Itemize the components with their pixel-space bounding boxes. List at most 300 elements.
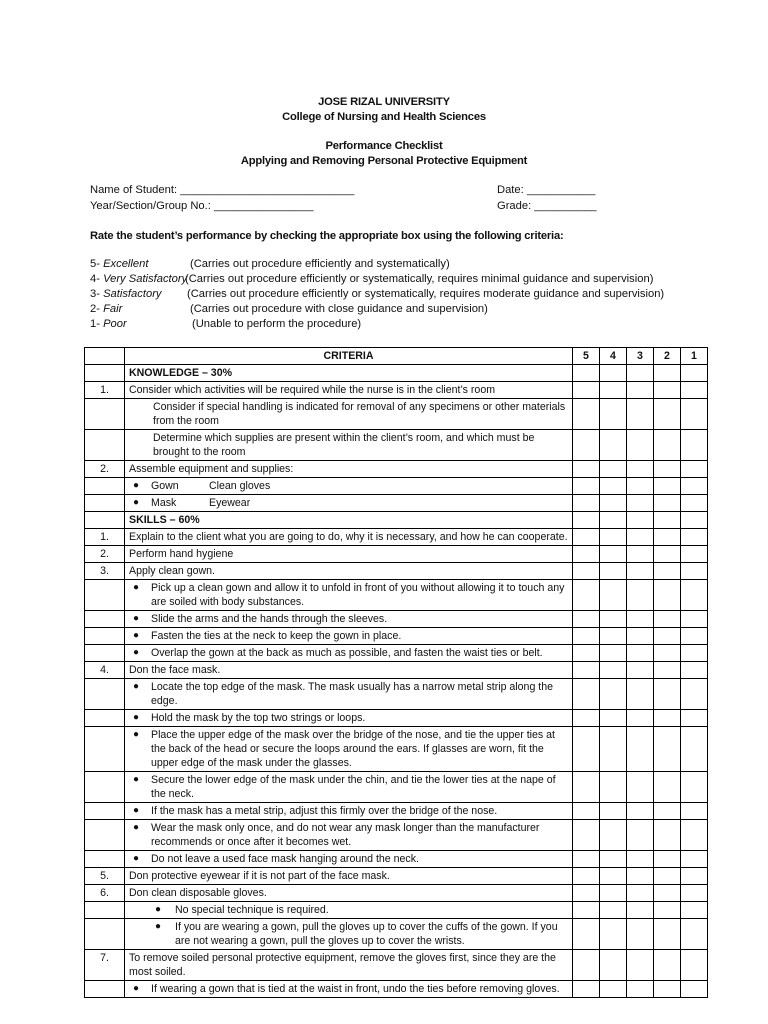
score-checkbox-3[interactable] <box>627 919 654 950</box>
score-checkbox-1[interactable] <box>681 580 708 611</box>
score-checkbox-2[interactable] <box>654 662 681 679</box>
step-number: 3. <box>85 563 125 580</box>
score-checkbox-5[interactable] <box>573 981 600 998</box>
score-checkbox-1[interactable] <box>681 679 708 710</box>
score-checkbox-1[interactable] <box>681 662 708 679</box>
equipment-item: Clean gloves <box>209 480 271 492</box>
score-checkbox-4[interactable] <box>600 679 627 710</box>
score-checkbox-3[interactable] <box>627 546 654 563</box>
score-checkbox-4[interactable] <box>600 772 627 803</box>
bullet-icon: ● <box>133 582 140 593</box>
score-4-header: 4 <box>600 348 627 365</box>
checklist-row <box>85 820 708 851</box>
score-checkbox-3[interactable] <box>627 772 654 803</box>
score-checkbox-3[interactable] <box>627 851 654 868</box>
score-checkbox-1[interactable] <box>681 919 708 950</box>
score-checkbox-5[interactable] <box>573 512 600 529</box>
score-checkbox-4[interactable] <box>600 981 627 998</box>
equipment-item: Eyewear <box>209 497 251 509</box>
score-checkbox-4[interactable] <box>600 512 627 529</box>
checklist-row <box>85 430 708 461</box>
criteria-text <box>125 512 573 529</box>
score-checkbox-1[interactable] <box>681 365 708 382</box>
checklist-row <box>85 563 708 580</box>
checklist-row <box>85 495 708 512</box>
step-number <box>85 727 125 772</box>
score-checkbox-3[interactable] <box>627 495 654 512</box>
criteria-text <box>125 902 573 919</box>
score-checkbox-5[interactable] <box>573 563 600 580</box>
checklist-row <box>85 611 708 628</box>
checklist-row <box>85 461 708 478</box>
score-checkbox-5[interactable] <box>573 478 600 495</box>
criteria-level-number: 3- <box>90 288 100 300</box>
score-checkbox-4[interactable] <box>600 820 627 851</box>
step-number: 1. <box>85 529 125 546</box>
score-3-header: 3 <box>627 348 654 365</box>
score-checkbox-3[interactable] <box>627 950 654 981</box>
score-checkbox-4[interactable] <box>600 628 627 645</box>
bullet-icon: ● <box>133 497 140 508</box>
document-type: Performance Checklist <box>325 140 443 152</box>
step-number <box>85 803 125 820</box>
year-section-field: Year/Section/Group No.: ________________ <box>90 200 314 212</box>
score-5-header: 5 <box>573 348 600 365</box>
criteria-level-number: 1- <box>90 318 100 330</box>
score-checkbox-4[interactable] <box>600 902 627 919</box>
score-checkbox-1[interactable] <box>681 461 708 478</box>
criteria-text <box>125 546 573 563</box>
checklist-row <box>85 399 708 430</box>
step-number: 1. <box>85 382 125 399</box>
score-checkbox-1[interactable] <box>681 512 708 529</box>
criteria-text <box>125 611 573 628</box>
score-checkbox-3[interactable] <box>627 645 654 662</box>
section-header-row <box>85 512 708 529</box>
step-number <box>85 902 125 919</box>
score-checkbox-1[interactable] <box>681 399 708 430</box>
criteria-level <box>90 273 187 285</box>
score-checkbox-5[interactable] <box>573 546 600 563</box>
criteria-description: Determine which supplies are present within the client’s room, and which must be brought to the room <box>153 432 535 458</box>
score-checkbox-5[interactable] <box>573 710 600 727</box>
score-checkbox-4[interactable] <box>600 529 627 546</box>
criteria-legend-item <box>90 318 362 330</box>
score-checkbox-3[interactable] <box>627 611 654 628</box>
bullet-icon: ● <box>133 630 140 641</box>
checklist-row <box>85 382 708 399</box>
score-checkbox-2[interactable] <box>654 851 681 868</box>
score-checkbox-2[interactable] <box>654 919 681 950</box>
score-checkbox-2[interactable] <box>654 399 681 430</box>
score-checkbox-2[interactable] <box>654 563 681 580</box>
step-number <box>85 580 125 611</box>
bullet-icon: ● <box>133 647 140 658</box>
score-checkbox-3[interactable] <box>627 382 654 399</box>
criteria-legend-item <box>90 273 654 285</box>
score-checkbox-5[interactable] <box>573 902 600 919</box>
step-number <box>85 478 125 495</box>
checklist-row <box>85 885 708 902</box>
score-checkbox-2[interactable] <box>654 512 681 529</box>
criteria-description: Wear the mask only once, and do not wear any mask longer than the manufacturer recommends or once after it becomes wet. <box>151 822 540 848</box>
criteria-level-description: (Carries out procedure efficiently and systematically) <box>190 258 450 270</box>
criteria-description: Perform hand hygiene <box>129 548 234 560</box>
score-checkbox-5[interactable] <box>573 645 600 662</box>
score-checkbox-1[interactable] <box>681 628 708 645</box>
criteria-description: Explain to the client what you are going to do, why it is necessary, and how he can cooperate. <box>129 531 568 543</box>
score-checkbox-4[interactable] <box>600 495 627 512</box>
equipment-item: Gown <box>151 480 179 492</box>
college-name: College of Nursing and Health Sciences <box>282 111 486 123</box>
criteria-text <box>125 851 573 868</box>
checklist-row <box>85 803 708 820</box>
checklist-row <box>85 662 708 679</box>
checklist-row <box>85 628 708 645</box>
score-checkbox-5[interactable] <box>573 727 600 772</box>
step-number <box>85 919 125 950</box>
score-checkbox-4[interactable] <box>600 430 627 461</box>
score-checkbox-1[interactable] <box>681 710 708 727</box>
step-number: 2. <box>85 546 125 563</box>
criteria-text <box>125 803 573 820</box>
score-checkbox-5[interactable] <box>573 495 600 512</box>
criteria-text <box>125 772 573 803</box>
criteria-text <box>125 580 573 611</box>
score-checkbox-2[interactable] <box>654 710 681 727</box>
score-checkbox-2[interactable] <box>654 611 681 628</box>
score-checkbox-5[interactable] <box>573 679 600 710</box>
criteria-text <box>125 478 573 495</box>
score-checkbox-4[interactable] <box>600 645 627 662</box>
step-number <box>85 365 125 382</box>
criteria-level <box>90 303 122 315</box>
score-checkbox-1[interactable] <box>681 563 708 580</box>
criteria-description: Consider which activities will be required while the nurse is in the client’s room <box>129 384 496 396</box>
checklist-row <box>85 727 708 772</box>
score-checkbox-1[interactable] <box>681 382 708 399</box>
criteria-level-description: (Unable to perform the procedure) <box>192 318 362 330</box>
checklist-row <box>85 919 708 950</box>
score-checkbox-3[interactable] <box>627 399 654 430</box>
score-checkbox-4[interactable] <box>600 611 627 628</box>
bullet-icon: ● <box>133 613 140 624</box>
bullet-icon: ● <box>133 822 140 833</box>
score-checkbox-4[interactable] <box>600 919 627 950</box>
score-checkbox-3[interactable] <box>627 529 654 546</box>
table-header-row <box>85 348 708 365</box>
criteria-text <box>125 645 573 662</box>
criteria-description: Secure the lower edge of the mask under the chin, and tie the lower ties at the nape of the neck. <box>151 774 556 800</box>
score-checkbox-2[interactable] <box>654 365 681 382</box>
criteria-description: Assemble equipment and supplies: <box>129 463 294 475</box>
score-checkbox-3[interactable] <box>627 679 654 710</box>
criteria-level-description: (Carries out procedure efficiently or systematically, requires moderate guidance and supervision) <box>187 288 665 300</box>
score-checkbox-4[interactable] <box>600 478 627 495</box>
criteria-description: Fasten the ties at the neck to keep the gown in place. <box>151 630 402 642</box>
score-checkbox-2[interactable] <box>654 820 681 851</box>
score-checkbox-2[interactable] <box>654 546 681 563</box>
score-checkbox-1[interactable] <box>681 950 708 981</box>
score-checkbox-5[interactable] <box>573 611 600 628</box>
criteria-level-description: (Carries out procedure efficiently or systematically, requires minimal guidance and supervision) <box>185 273 654 285</box>
score-checkbox-3[interactable] <box>627 478 654 495</box>
checklist-row <box>85 679 708 710</box>
score-checkbox-1[interactable] <box>681 902 708 919</box>
criteria-text <box>125 868 573 885</box>
equipment-item: Mask <box>151 497 177 509</box>
criteria-description: No special technique is required. <box>175 904 329 916</box>
checklist-row <box>85 950 708 981</box>
score-checkbox-4[interactable] <box>600 803 627 820</box>
procedure-title: Applying and Removing Personal Protective Equipment <box>240 155 528 167</box>
score-checkbox-5[interactable] <box>573 851 600 868</box>
score-checkbox-2[interactable] <box>654 981 681 998</box>
score-checkbox-2[interactable] <box>654 430 681 461</box>
score-checkbox-1[interactable] <box>681 430 708 461</box>
criteria-level-label: Poor <box>103 318 127 330</box>
score-checkbox-5[interactable] <box>573 919 600 950</box>
criteria-description: Consider if special handling is indicated for removal of any specimens or other materials from the room <box>153 401 566 427</box>
score-checkbox-5[interactable] <box>573 461 600 478</box>
score-checkbox-1[interactable] <box>681 772 708 803</box>
score-checkbox-4[interactable] <box>600 546 627 563</box>
score-checkbox-3[interactable] <box>627 628 654 645</box>
score-checkbox-2[interactable] <box>654 478 681 495</box>
score-checkbox-3[interactable] <box>627 461 654 478</box>
checklist-row <box>85 645 708 662</box>
bullet-icon: ● <box>133 983 140 994</box>
step-number: 6. <box>85 885 125 902</box>
score-checkbox-3[interactable] <box>627 580 654 611</box>
score-checkbox-1[interactable] <box>681 611 708 628</box>
criteria-text <box>125 365 573 382</box>
step-number <box>85 851 125 868</box>
score-checkbox-3[interactable] <box>627 563 654 580</box>
criteria-text <box>125 662 573 679</box>
criteria-text <box>125 461 573 478</box>
criteria-level-label: Very Satisfactory <box>103 273 188 285</box>
bullet-icon: ● <box>133 774 140 785</box>
score-checkbox-5[interactable] <box>573 580 600 611</box>
score-checkbox-1[interactable] <box>681 529 708 546</box>
score-checkbox-2[interactable] <box>654 645 681 662</box>
step-number <box>85 645 125 662</box>
criteria-text <box>125 950 573 981</box>
step-number <box>85 430 125 461</box>
score-checkbox-4[interactable] <box>600 885 627 902</box>
step-number: 4. <box>85 662 125 679</box>
score-checkbox-3[interactable] <box>627 512 654 529</box>
score-checkbox-3[interactable] <box>627 803 654 820</box>
checklist-row <box>85 478 708 495</box>
score-checkbox-2[interactable] <box>654 580 681 611</box>
checklist-row <box>85 902 708 919</box>
step-number <box>85 772 125 803</box>
score-checkbox-1[interactable] <box>681 803 708 820</box>
score-checkbox-1[interactable] <box>681 820 708 851</box>
criteria-description: Pick up a clean gown and allow it to unfold in front of you without allowing it to touch any are soiled with body substances. <box>151 582 565 608</box>
step-number <box>85 611 125 628</box>
score-checkbox-3[interactable] <box>627 365 654 382</box>
criteria-level <box>90 288 162 300</box>
criteria-level-number: 5- <box>90 258 100 270</box>
criteria-column-header: CRITERIA <box>125 348 573 365</box>
criteria-description: If the mask has a metal strip, adjust this firmly over the bridge of the nose. <box>151 805 498 817</box>
criteria-legend-item <box>90 288 665 300</box>
score-checkbox-1[interactable] <box>681 495 708 512</box>
score-checkbox-3[interactable] <box>627 981 654 998</box>
score-checkbox-4[interactable] <box>600 727 627 772</box>
score-checkbox-5[interactable] <box>573 662 600 679</box>
criteria-legend-item <box>90 303 488 315</box>
score-checkbox-5[interactable] <box>573 868 600 885</box>
criteria-level-description: (Carries out procedure with close guidance and supervision) <box>190 303 488 315</box>
score-checkbox-3[interactable] <box>627 885 654 902</box>
criteria-level <box>90 258 148 270</box>
checklist-row <box>85 529 708 546</box>
score-checkbox-5[interactable] <box>573 382 600 399</box>
score-checkbox-4[interactable] <box>600 710 627 727</box>
score-checkbox-1[interactable] <box>681 851 708 868</box>
score-checkbox-5[interactable] <box>573 820 600 851</box>
criteria-description: To remove soiled personal protective equipment, remove the gloves first, since they are the most soiled. <box>129 952 556 978</box>
score-checkbox-1[interactable] <box>681 478 708 495</box>
step-number: 2. <box>85 461 125 478</box>
score-checkbox-3[interactable] <box>627 727 654 772</box>
section-title: SKILLS – 60% <box>129 514 200 526</box>
score-checkbox-1[interactable] <box>681 981 708 998</box>
score-checkbox-3[interactable] <box>627 430 654 461</box>
criteria-level-label: Satisfactory <box>103 288 162 300</box>
step-number <box>85 512 125 529</box>
criteria-text <box>125 399 573 430</box>
step-number: 5. <box>85 868 125 885</box>
score-checkbox-3[interactable] <box>627 902 654 919</box>
score-checkbox-1[interactable] <box>681 645 708 662</box>
university-name: JOSE RIZAL UNIVERSITY <box>318 96 450 108</box>
score-checkbox-4[interactable] <box>600 461 627 478</box>
criteria-description: Overlap the gown at the back as much as possible, and fasten the waist ties or belt. <box>151 647 543 659</box>
criteria-description: Slide the arms and the hands through the sleeves. <box>151 613 388 625</box>
performance-checklist-table <box>84 347 708 998</box>
criteria-text <box>125 727 573 772</box>
criteria-description: Don clean disposable gloves. <box>129 887 267 899</box>
section-title: KNOWLEDGE – 30% <box>129 367 233 379</box>
score-checkbox-2[interactable] <box>654 628 681 645</box>
student-name-field: Name of Student: ____________________________ <box>90 184 355 196</box>
score-checkbox-2[interactable] <box>654 902 681 919</box>
score-checkbox-5[interactable] <box>573 772 600 803</box>
score-1-header: 1 <box>681 348 708 365</box>
criteria-description: Don the face mask. <box>129 664 221 676</box>
score-checkbox-3[interactable] <box>627 868 654 885</box>
step-number <box>85 820 125 851</box>
rating-instruction: Rate the student’s performance by checking the appropriate box using the following criteria: <box>90 230 564 242</box>
score-2-header: 2 <box>654 348 681 365</box>
score-checkbox-5[interactable] <box>573 365 600 382</box>
score-checkbox-1[interactable] <box>681 727 708 772</box>
criteria-description: Do not leave a used face mask hanging around the neck. <box>151 853 419 865</box>
score-checkbox-4[interactable] <box>600 851 627 868</box>
score-checkbox-5[interactable] <box>573 950 600 981</box>
criteria-text <box>125 430 573 461</box>
grade-field: Grade: __________ <box>497 200 597 212</box>
bullet-icon: ● <box>133 729 140 740</box>
checklist-row <box>85 851 708 868</box>
score-checkbox-2[interactable] <box>654 382 681 399</box>
score-checkbox-1[interactable] <box>681 885 708 902</box>
criteria-text <box>125 563 573 580</box>
score-checkbox-5[interactable] <box>573 628 600 645</box>
score-checkbox-2[interactable] <box>654 679 681 710</box>
score-checkbox-2[interactable] <box>654 727 681 772</box>
score-checkbox-5[interactable] <box>573 430 600 461</box>
score-checkbox-5[interactable] <box>573 399 600 430</box>
score-checkbox-2[interactable] <box>654 803 681 820</box>
score-checkbox-2[interactable] <box>654 950 681 981</box>
score-checkbox-4[interactable] <box>600 662 627 679</box>
step-number <box>85 399 125 430</box>
score-checkbox-4[interactable] <box>600 365 627 382</box>
score-checkbox-1[interactable] <box>681 546 708 563</box>
score-checkbox-2[interactable] <box>654 885 681 902</box>
score-checkbox-2[interactable] <box>654 461 681 478</box>
criteria-description: Hold the mask by the top two strings or loops. <box>151 712 366 724</box>
score-checkbox-3[interactable] <box>627 662 654 679</box>
criteria-text <box>125 981 573 998</box>
criteria-description: If wearing a gown that is tied at the waist in front, undo the ties before removing gloves. <box>151 983 560 995</box>
criteria-level-label: Excellent <box>103 258 149 270</box>
checklist-row <box>85 981 708 998</box>
score-checkbox-4[interactable] <box>600 868 627 885</box>
score-checkbox-5[interactable] <box>573 529 600 546</box>
criteria-description: Don protective eyewear if it is not part of the face mask. <box>129 870 390 882</box>
score-checkbox-2[interactable] <box>654 495 681 512</box>
score-checkbox-4[interactable] <box>600 382 627 399</box>
score-checkbox-2[interactable] <box>654 529 681 546</box>
score-checkbox-5[interactable] <box>573 803 600 820</box>
score-checkbox-1[interactable] <box>681 868 708 885</box>
bullet-icon: ● <box>155 921 162 932</box>
criteria-level-number: 4- <box>90 273 100 285</box>
checklist-row <box>85 710 708 727</box>
number-column-header <box>85 348 125 365</box>
score-checkbox-5[interactable] <box>573 885 600 902</box>
criteria-text <box>125 919 573 950</box>
criteria-text <box>125 529 573 546</box>
score-checkbox-4[interactable] <box>600 399 627 430</box>
criteria-text <box>125 628 573 645</box>
step-number <box>85 679 125 710</box>
step-number <box>85 628 125 645</box>
section-header-row <box>85 365 708 382</box>
criteria-text <box>125 820 573 851</box>
score-checkbox-4[interactable] <box>600 950 627 981</box>
criteria-level-label: Fair <box>103 303 123 315</box>
bullet-icon: ● <box>155 904 162 915</box>
score-checkbox-4[interactable] <box>600 563 627 580</box>
score-checkbox-2[interactable] <box>654 868 681 885</box>
score-checkbox-4[interactable] <box>600 580 627 611</box>
criteria-text <box>125 495 573 512</box>
date-field: Date: ___________ <box>497 184 596 196</box>
criteria-description: Locate the top edge of the mask. The mask usually has a narrow metal strip along the edge. <box>151 681 554 707</box>
score-checkbox-3[interactable] <box>627 710 654 727</box>
bullet-icon: ● <box>133 681 140 692</box>
score-checkbox-2[interactable] <box>654 772 681 803</box>
score-checkbox-3[interactable] <box>627 820 654 851</box>
